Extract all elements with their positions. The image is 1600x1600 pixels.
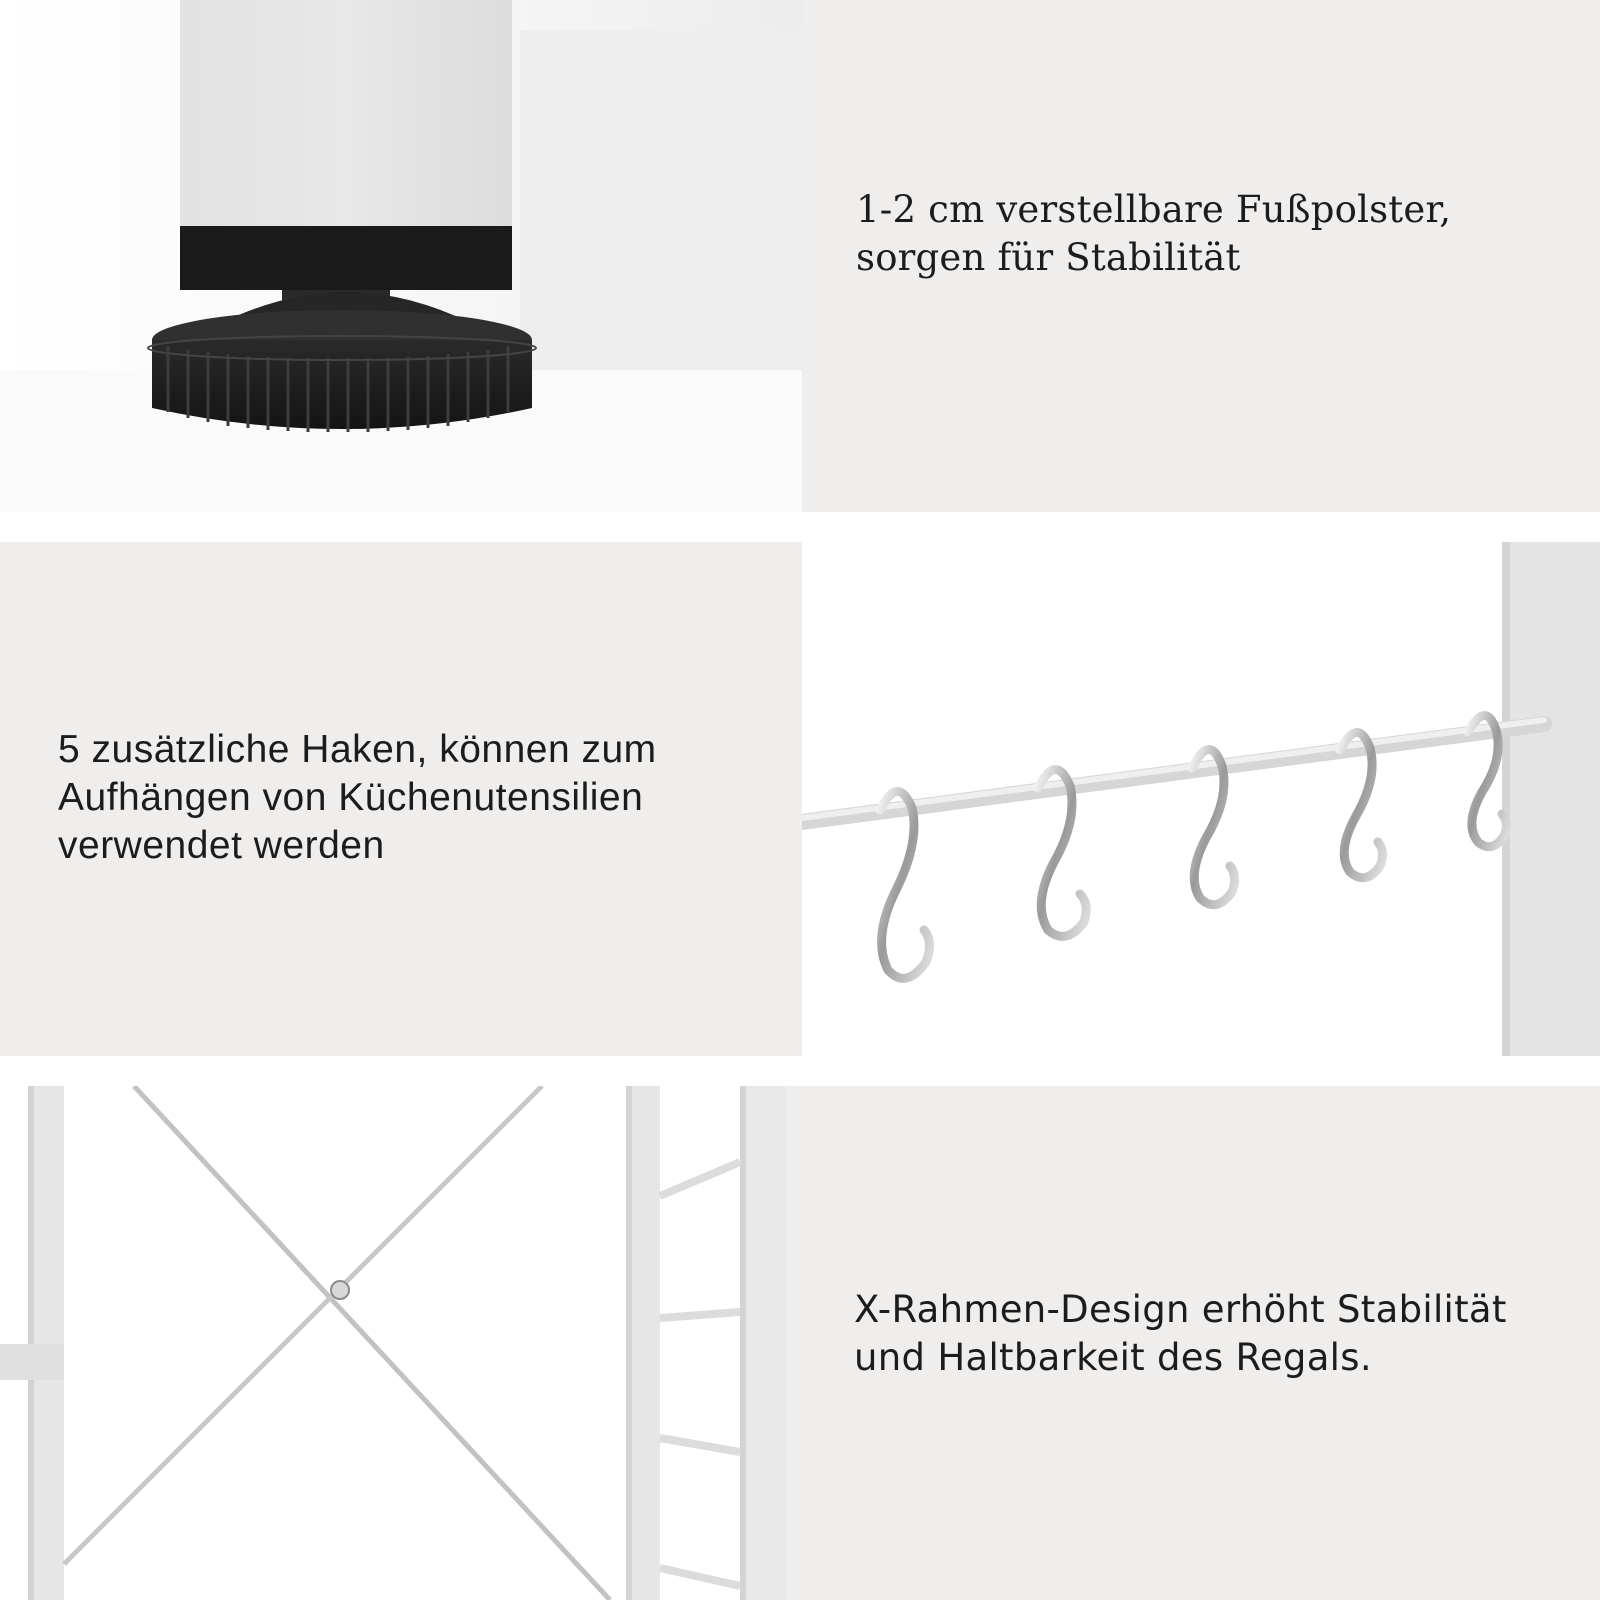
hooks-image-panel (802, 542, 1600, 1056)
caption-line: sorgen für Stabilität (856, 236, 1241, 279)
x-frame-icon (0, 1086, 786, 1600)
caption-line: und Haltbarkeit des Regals. (854, 1336, 1372, 1379)
foot-pad-caption (856, 186, 1451, 282)
caption-line: Aufhängen von Küchenutensilien (58, 776, 644, 819)
foot-pad-caption-panel (802, 0, 1600, 512)
adjustable-foot-icon (0, 0, 802, 512)
x-frame-caption (854, 1286, 1507, 1382)
hooks-caption-panel (0, 542, 802, 1056)
hooks-caption (58, 726, 657, 870)
s-hooks-icon (802, 542, 1600, 1056)
caption-line: X-Rahmen-Design erhöht Stabilität (854, 1288, 1507, 1331)
foot-pad-image-panel (0, 0, 802, 512)
caption-line: 1-2 cm verstellbare Fußpolster, (856, 188, 1452, 231)
x-frame-caption-panel (786, 1086, 1600, 1600)
x-frame-image-panel (0, 1086, 786, 1600)
caption-line: verwendet werden (58, 824, 385, 867)
caption-line: 5 zusätzliche Haken, können zum (58, 728, 657, 771)
